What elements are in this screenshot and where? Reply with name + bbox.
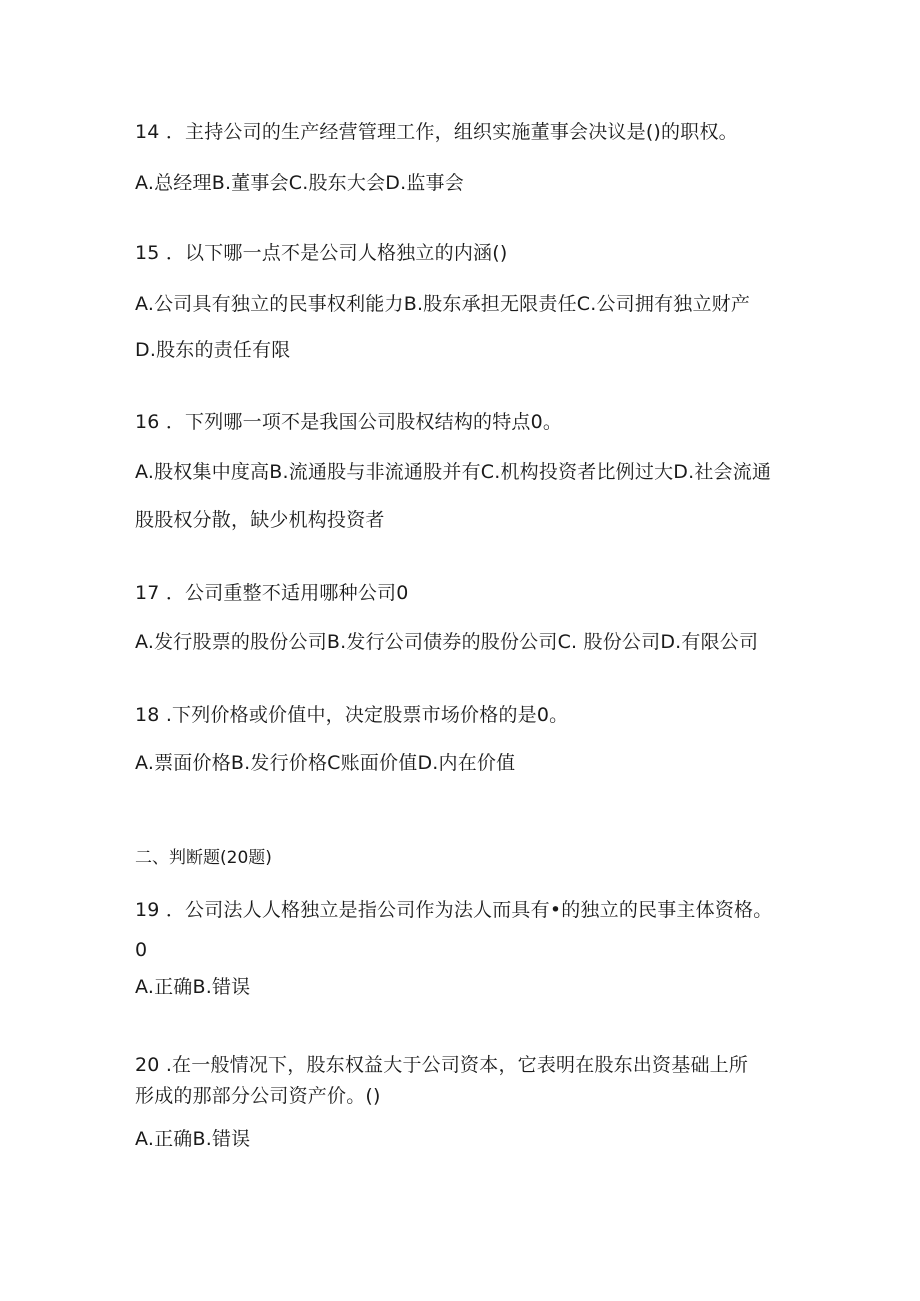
question-20-stem-line-1: 20 .在一般情况下，股东权益大于公司资本，它表明在股东出资基础上所 xyxy=(135,1054,749,1076)
question-18-stem: 18 .下列价格或价值中，决定股票市场价格的是0。 xyxy=(135,704,569,726)
question-17-stem: 17 ．公司重整不适用哪种公司0 xyxy=(135,582,409,604)
question-15-options-line-1: A.公司具有独立的民事权利能力B.股东承担无限责任C.公司拥有独立财产 xyxy=(135,293,751,315)
question-14-stem: 14 ．主持公司的生产经营管理工作，组织实施董事会决议是()的职权。 xyxy=(135,121,738,143)
question-15-stem: 15 ．以下哪一点不是公司人格独立的内涵() xyxy=(135,242,508,264)
question-17-options: A.发行股票的股份公司B.发行公司债券的股份公司C. 股份公司D.有限公司 xyxy=(135,631,759,653)
question-16-stem: 16 ．下列哪一项不是我国公司股权结构的特点0。 xyxy=(135,411,563,433)
question-16-options-line-2: 股股权分散，缺少机构投资者 xyxy=(135,509,385,531)
question-20-options: A.正确B.错误 xyxy=(135,1128,251,1150)
section-title: 二、判断题(20题) xyxy=(135,848,272,868)
question-20-stem-line-2: 形成的那部分公司资产价。() xyxy=(135,1085,381,1107)
question-18-options: A.票面价格B.发行价格C账面价值D.内在价值 xyxy=(135,752,516,774)
question-16-options-line-1: A.股权集中度高B.流通股与非流通股并有C.机构投资者比例过大D.社会流通 xyxy=(135,461,772,483)
question-19-stem-line-1: 19 ．公司法人人格独立是指公司作为法人而具有•的独立的民事主体资格。 xyxy=(135,899,773,921)
question-19-stem-line-2: 0 xyxy=(135,939,148,961)
question-19-options: A.正确B.错误 xyxy=(135,976,251,998)
question-14-options: A.总经理B.董事会C.股东大会D.监事会 xyxy=(135,172,464,194)
question-15-options-line-2: D.股东的责任有限 xyxy=(135,339,291,361)
